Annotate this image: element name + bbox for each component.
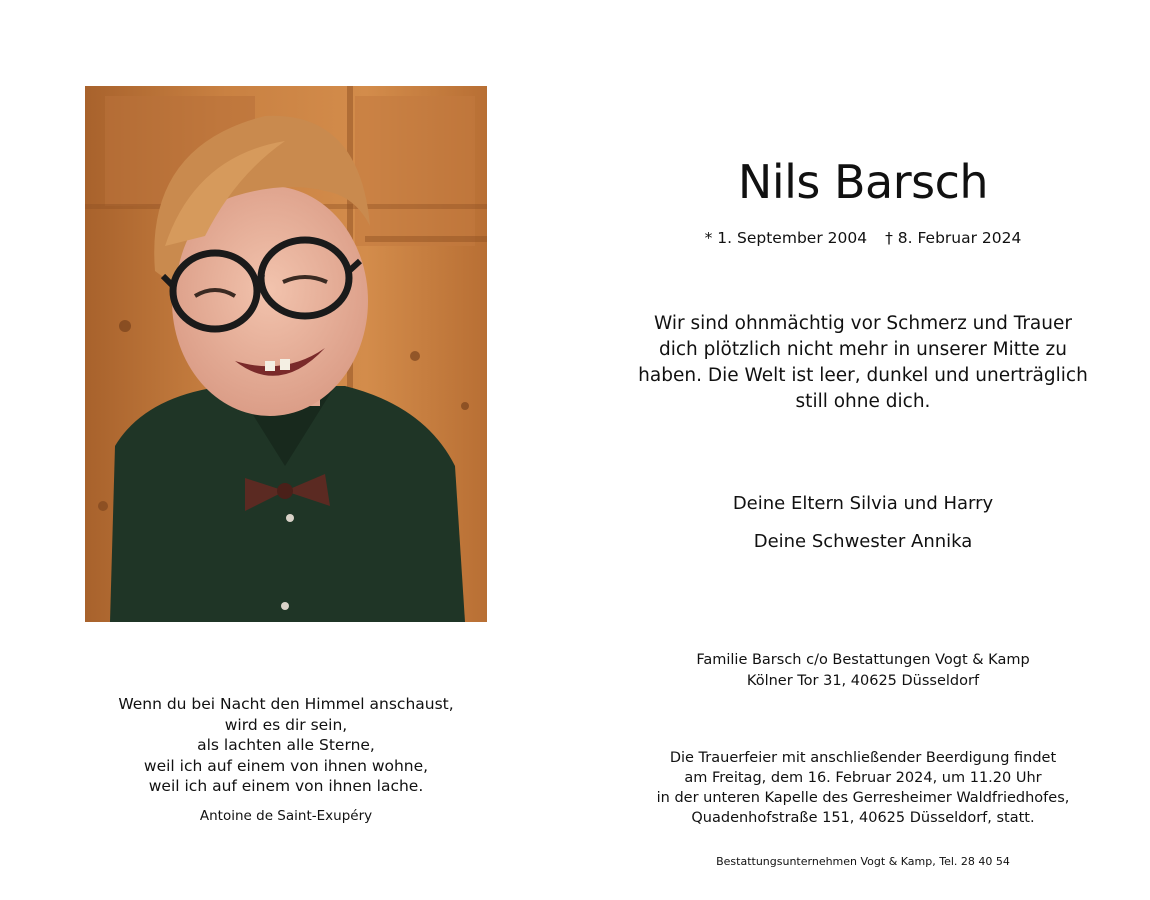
ceremony-line: am Freitag, dem 16. Februar 2024, um 11.20 Uhr — [684, 770, 1042, 786]
quote-line: still ohne dich. — [795, 391, 931, 412]
deceased-name: Nils Barsch — [737, 155, 989, 209]
quote-line: Wir sind ohnmächtig vor Schmerz und Trauer — [654, 313, 1072, 334]
birth-date: * 1. September 2004 — [704, 229, 868, 247]
ceremony-line: Quadenhofstraße 151, 40625 Düsseldorf, statt. — [691, 810, 1035, 826]
poem-line: weil ich auf einem von ihnen lache. — [148, 777, 424, 795]
poem-line: weil ich auf einem von ihnen wohne, — [143, 756, 429, 775]
portrait-photo — [85, 86, 487, 622]
ceremony-line: in der unteren Kapelle des Gerresheimer Waldfriedhofes, — [656, 790, 1070, 806]
poem-line: als lachten alle Sterne, — [197, 736, 375, 754]
contact-address — [612, 650, 1114, 691]
poem-line: Wenn du bei Nacht den Himmel anschaust, — [118, 695, 454, 713]
family-line-sister: Deine Schwester Annika — [753, 531, 973, 552]
address-line: Kölner Tor 31, 40625 Düsseldorf — [746, 672, 980, 689]
life-dates — [612, 227, 1114, 249]
poem-author: Antoine de Saint-Exupéry — [199, 807, 373, 824]
poem-block — [85, 694, 487, 825]
quote-line: haben. Die Welt ist leer, dunkel und unerträglich — [638, 365, 1088, 386]
funeral-details — [612, 748, 1114, 828]
quote-line: dich plötzlich nicht mehr in unserer Mitte zu — [659, 339, 1067, 360]
address-line: Familie Barsch c/o Bestattungen Vogt & Kamp — [696, 652, 1030, 668]
mourning-quote — [612, 311, 1114, 415]
family-signature — [612, 491, 1114, 555]
death-date: † 8. Februar 2024 — [885, 229, 1022, 247]
poem-line: wird es dir sein, — [224, 715, 348, 734]
ceremony-line: Die Trauerfeier mit anschließender Beerdigung findet — [669, 750, 1057, 766]
family-line-parents: Deine Eltern Silvia und Harry — [732, 493, 994, 514]
undertaker-footer: Bestattungsunternehmen Vogt & Kamp, Tel. 28 40 54 — [716, 855, 1010, 868]
